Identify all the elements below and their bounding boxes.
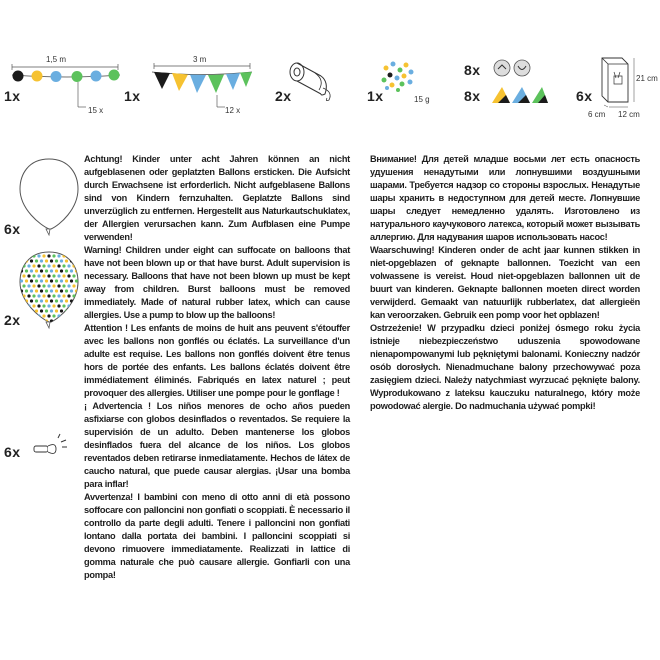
warnings-left-column bbox=[84, 153, 350, 582]
confetti-dot bbox=[57, 304, 60, 307]
confetti-dot bbox=[40, 309, 43, 312]
confetti-dot bbox=[40, 299, 43, 302]
confetti-dot bbox=[27, 284, 30, 287]
confetti-dot bbox=[55, 299, 58, 302]
confetti-dot bbox=[60, 259, 63, 262]
confetti-dot bbox=[22, 284, 25, 287]
confetti-dot bbox=[72, 314, 75, 317]
confetti-dot bbox=[65, 319, 68, 322]
confetti-dot bbox=[40, 279, 43, 282]
confetti-dot bbox=[65, 279, 68, 282]
bags-qty: 6x bbox=[576, 88, 593, 104]
confetti-dot bbox=[77, 304, 80, 307]
confetti-dot bbox=[65, 269, 68, 272]
confetti-dot bbox=[20, 279, 23, 282]
confetti-dot bbox=[57, 254, 60, 257]
confetti-dot bbox=[60, 269, 63, 272]
confetti-dot bbox=[67, 254, 70, 257]
confetti-dot bbox=[70, 299, 73, 302]
confetti-dot bbox=[47, 314, 50, 317]
confetti-dot bbox=[65, 299, 68, 302]
confetti-dot bbox=[37, 294, 40, 297]
warning-es: ¡ Advertencia ! Los niños menores de ocho años pueden asfixiarse con globos desinflados o reventados. Se requiere la supervisión de un adulto. Deben mantenerse los globos desinflados fuera del alcance de los niños. Los globos reventados deben retirarse inmediatamente. Hechos de látex de caucho natural, que puede causar alergias. ¡Usar una bomba para inflar! bbox=[84, 401, 350, 489]
confetti-dot bbox=[30, 269, 33, 272]
color-sticker-icon bbox=[490, 83, 550, 107]
confetti-dot bbox=[75, 299, 78, 302]
confetti-dot bbox=[57, 294, 60, 297]
streamers-qty: 2x bbox=[275, 88, 292, 104]
confetti-dot bbox=[30, 299, 33, 302]
bunting-icon bbox=[150, 55, 260, 115]
confetti-dot bbox=[22, 274, 25, 277]
confetti-dot bbox=[32, 304, 35, 307]
confetti-dot bbox=[30, 319, 33, 322]
blowout-qty: 6x bbox=[4, 444, 21, 460]
confetti-dot bbox=[35, 289, 38, 292]
confetti-dot bbox=[27, 254, 30, 257]
confetti-dot bbox=[67, 284, 70, 287]
confetti-dot bbox=[50, 259, 53, 262]
bunting-length: 3 m bbox=[193, 55, 207, 64]
streamer-roll-icon bbox=[285, 60, 345, 105]
confetti-dot bbox=[60, 279, 63, 282]
confetti-dot bbox=[50, 269, 53, 272]
string-lights-length: 1,5 m bbox=[46, 55, 67, 64]
confetti-dot bbox=[70, 269, 73, 272]
confetti-dot bbox=[50, 309, 53, 312]
confetti-dot bbox=[32, 314, 35, 317]
confetti-dot bbox=[62, 294, 65, 297]
confetti-dot bbox=[20, 309, 23, 312]
confetti-dot bbox=[45, 289, 48, 292]
confetti-dot bbox=[30, 259, 33, 262]
confetti-dot bbox=[47, 254, 50, 257]
confetti-dot bbox=[45, 299, 48, 302]
confetti-dot bbox=[42, 304, 45, 307]
confetti-dot bbox=[52, 264, 55, 267]
confetti-dot bbox=[40, 259, 43, 262]
confetti-dot bbox=[67, 314, 70, 317]
confetti-balloon-qty: 2x bbox=[4, 312, 21, 328]
bag-width: 12 cm bbox=[618, 110, 640, 119]
confetti-icon bbox=[378, 58, 423, 103]
confetti-dot bbox=[27, 314, 30, 317]
confetti-dot bbox=[77, 254, 80, 257]
confetti-dot bbox=[75, 319, 78, 322]
confetti-dot bbox=[50, 289, 53, 292]
plain-balloon-qty: 6x bbox=[4, 221, 21, 237]
confetti-dot bbox=[70, 309, 73, 312]
string-lights-qty: 1x bbox=[4, 88, 21, 104]
confetti-dot bbox=[32, 284, 35, 287]
confetti-dot bbox=[60, 299, 63, 302]
confetti-dot bbox=[57, 274, 60, 277]
string-lights-count: 15 x bbox=[88, 106, 104, 115]
confetti-dot bbox=[40, 269, 43, 272]
confetti-dot bbox=[57, 284, 60, 287]
confetti-dot bbox=[52, 284, 55, 287]
confetti-dot bbox=[35, 279, 38, 282]
confetti-dot bbox=[30, 289, 33, 292]
warning-nl: Waarschuwing! Kinderen onder de acht jaar kunnen stikken in niet-opgeblazen of geknapte ballonnen. Toezicht van een volwassene is vereist. Houd niet-opgeblazen ballonnen uit de buurt van kinderen. Geknapte ballonnen moeten direct worden verwijderd. Gemaakt van natuurlijk rubberlatex, dat allergieën kan veroorzaken. Gebruik een pomp voor het opblazen! bbox=[370, 245, 640, 320]
confetti-dot bbox=[70, 289, 73, 292]
confetti-dot bbox=[75, 309, 78, 312]
confetti-dot bbox=[35, 309, 38, 312]
confetti-dot bbox=[25, 309, 28, 312]
confetti-dot bbox=[72, 304, 75, 307]
confetti-dot bbox=[22, 314, 25, 317]
confetti-dot bbox=[60, 319, 63, 322]
confetti-dot bbox=[55, 309, 58, 312]
confetti-dot bbox=[52, 274, 55, 277]
confetti-dot bbox=[77, 264, 80, 267]
bunting-qty: 1x bbox=[124, 88, 141, 104]
confetti-dot bbox=[22, 304, 25, 307]
confetti-dot bbox=[40, 319, 43, 322]
bag-depth: 6 cm bbox=[588, 110, 606, 119]
party-blowout-icon bbox=[30, 432, 70, 462]
confetti-dot bbox=[42, 294, 45, 297]
confetti-dot bbox=[37, 274, 40, 277]
warning-pl: Ostrzeżenie! W przypadku dzieci poniżej ósmego roku życia istnieje niebezpieczeństwo uduszenia spowodowane nienapompowanymi lub pękniętymi balonami. Konieczny nadzór osób dorosłych. Nienadmuchane balony przechowywać poza zasięgiem dzieci. Należy natychmiast wyrzucać pęknięte balony. Wyprodukowano z lateksu kauczuku naturalnego, który może powodować alergie. Do nadmuchania używać pompki! bbox=[370, 323, 640, 411]
confetti-dot bbox=[35, 259, 38, 262]
confetti-dot bbox=[47, 264, 50, 267]
confetti-dot bbox=[32, 294, 35, 297]
confetti-dot bbox=[62, 284, 65, 287]
confetti-dot bbox=[52, 304, 55, 307]
confetti-dot bbox=[67, 264, 70, 267]
confetti-dot bbox=[37, 254, 40, 257]
stickers-color-qty: 8x bbox=[464, 88, 481, 104]
confetti-dot bbox=[72, 254, 75, 257]
confetti-dot bbox=[70, 279, 73, 282]
confetti-dot bbox=[45, 279, 48, 282]
warning-de: Achtung! Kinder unter acht Jahren können an nicht aufgeblasenen oder geplatzten Ballons ersticken. Die Aufsicht durch Erwachsene ist erforderlich. Nicht aufgeblasene Ballons sind von Kindern fernzuhalten. Geplatzte Ballons sind unverzüglich zu entfernen. Hergestellt aus Naturkautschuklatex, der Allergien verursachen kann. Zum Aufblasen eine Pumpe verwenden! bbox=[84, 154, 350, 242]
bunting-count: 12 x bbox=[225, 106, 241, 115]
confetti-dot bbox=[20, 299, 23, 302]
confetti-dot bbox=[65, 259, 68, 262]
confetti-dot bbox=[45, 269, 48, 272]
confetti-dot bbox=[77, 294, 80, 297]
confetti-dot bbox=[52, 314, 55, 317]
confetti-dot bbox=[52, 254, 55, 257]
confetti-dot bbox=[25, 279, 28, 282]
confetti-dot bbox=[32, 264, 35, 267]
confetti-dot bbox=[72, 274, 75, 277]
confetti-dot bbox=[67, 274, 70, 277]
confetti-dot bbox=[42, 254, 45, 257]
confetti-dot bbox=[62, 264, 65, 267]
plain-balloon-icon bbox=[14, 155, 84, 245]
warning-fr: Attention ! Les enfants de moins de huit ans peuvent s'étouffer avec les ballons non gonflés ou éclatés. La surveillance d'un adulte est requise. Les ballons non gonflés doivent être tenus hors de portée des enfants. Les ballons éclatés doivent être immédiatement éliminés. Fabriqués en latex naturel ; peut provoquer des allergies. Utiliser une pompe pour le gonflage ! bbox=[84, 323, 350, 398]
confetti-dot bbox=[22, 254, 25, 257]
confetti-dot bbox=[72, 284, 75, 287]
warning-en: Warning! Children under eight can suffocate on balloons that have not been blown up or that have burst. Adult supervision is necessary. Balloons that have not been blown up must be kept away from children. Burst balloons must be removed immediately. Made of natural rubber latex, which can cause allergies. Use a pump to blow up the balloons! bbox=[84, 245, 350, 320]
confetti-dot bbox=[47, 274, 50, 277]
confetti-dot bbox=[25, 269, 28, 272]
confetti-dot bbox=[42, 284, 45, 287]
confetti-dot bbox=[47, 294, 50, 297]
confetti-dot bbox=[55, 289, 58, 292]
confetti-dot bbox=[57, 264, 60, 267]
confetti-dot bbox=[67, 294, 70, 297]
confetti-dot bbox=[42, 264, 45, 267]
confetti-dot bbox=[20, 319, 23, 322]
confetti-dot bbox=[55, 269, 58, 272]
confetti-dot bbox=[27, 264, 30, 267]
confetti-dot bbox=[75, 259, 78, 262]
confetti-dot bbox=[45, 309, 48, 312]
confetti-qty: 1x bbox=[367, 88, 384, 104]
confetti-dot bbox=[62, 274, 65, 277]
confetti-dot bbox=[42, 274, 45, 277]
round-sticker-icon bbox=[492, 57, 532, 79]
confetti-dot bbox=[37, 264, 40, 267]
confetti-dot bbox=[47, 304, 50, 307]
confetti-dot bbox=[25, 319, 28, 322]
string-lights-icon bbox=[8, 55, 128, 115]
confetti-dot bbox=[37, 304, 40, 307]
confetti-dot bbox=[52, 294, 55, 297]
confetti-dot bbox=[55, 259, 58, 262]
confetti-dot bbox=[60, 309, 63, 312]
confetti-dot bbox=[35, 299, 38, 302]
confetti-dot bbox=[70, 319, 73, 322]
confetti-dot bbox=[50, 299, 53, 302]
confetti-dot bbox=[35, 319, 38, 322]
confetti-dot bbox=[62, 304, 65, 307]
confetti-dot bbox=[40, 289, 43, 292]
confetti-dot bbox=[42, 314, 45, 317]
confetti-balloon-icon bbox=[14, 248, 84, 338]
confetti-dot bbox=[30, 279, 33, 282]
confetti-dot bbox=[35, 269, 38, 272]
warning-ru: Внимание! Для детей младше восьми лет есть опасность удушения ненадутыми или лопнувшими воздушными шарами. Требуется надзор со стороны взрослых. Ненадутые шары хранить в недоступном для детей месте. Лопнувшие шары следует немедленно удалять. Изготовлено из натурального каучукового латекса, который может вызывать аллергию. Для надувания шаров использовать насос! bbox=[370, 154, 640, 242]
confetti-dot bbox=[27, 274, 30, 277]
warnings-right-column bbox=[370, 153, 640, 413]
confetti-dot bbox=[37, 284, 40, 287]
confetti-dot bbox=[32, 274, 35, 277]
confetti-dot bbox=[50, 279, 53, 282]
confetti-dot bbox=[47, 284, 50, 287]
stickers-round-qty: 8x bbox=[464, 62, 481, 78]
confetti-dot bbox=[45, 259, 48, 262]
bag-height: 21 cm bbox=[636, 74, 658, 83]
confetti-dot bbox=[65, 289, 68, 292]
warning-it: Avvertenza! I bambini con meno di otto anni di età possono soffocare con palloncini non gonfiati o scoppiati. È necessario il controllo da parte degli adulti. Tenere i palloncini non gonfiati lontano dalla portata dei bambini. I palloncini scoppiati si devono rimuovere immediatamente. Realizzati in lattice di gomma naturale che può causare allergie. Gonfiarli con una pompa! bbox=[84, 492, 350, 580]
confetti-dot bbox=[27, 294, 30, 297]
confetti-dot bbox=[75, 279, 78, 282]
confetti-dot bbox=[77, 314, 80, 317]
confetti-dot bbox=[55, 279, 58, 282]
confetti-dot bbox=[60, 289, 63, 292]
confetti-weight: 15 g bbox=[414, 95, 430, 104]
confetti-dot bbox=[62, 314, 65, 317]
confetti-dot bbox=[20, 259, 23, 262]
confetti-dot bbox=[25, 289, 28, 292]
